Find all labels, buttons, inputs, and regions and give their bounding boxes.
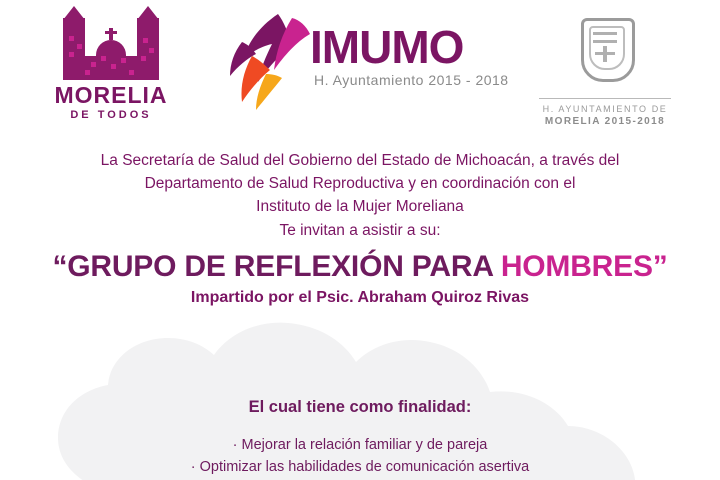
invite-line: Te invitan a asistir a su: bbox=[279, 222, 441, 239]
intro-line-2: Departamento de Salud Reproductiva y en coordinación con el bbox=[144, 174, 576, 192]
event-title bbox=[0, 250, 720, 284]
event-title-accent: HOMBRES” bbox=[500, 250, 668, 283]
logo-row bbox=[0, 0, 720, 148]
cloud-callout bbox=[40, 322, 680, 480]
ayuntamiento-logo-line2: MORELIA 2015-2018 bbox=[544, 116, 666, 127]
morelia-logo-word: MORELIA bbox=[54, 82, 168, 108]
bird-icon bbox=[222, 12, 318, 112]
morelia-logo-subtitle: DE TODOS bbox=[70, 109, 152, 121]
intro-line-1: La Secretaría de Salud del Gobierno del Estado de Michoacán, a través del bbox=[100, 152, 620, 169]
cathedral-icon bbox=[55, 12, 167, 80]
cloud-bullets bbox=[40, 434, 680, 479]
intro-paragraph bbox=[0, 150, 720, 219]
presenter-line: Impartido por el Psic. Abraham Quiroz Rivas bbox=[190, 289, 530, 306]
morelia-logo bbox=[46, 12, 176, 121]
coat-of-arms-icon bbox=[569, 12, 641, 94]
cloud-title: El cual tiene como finalidad: bbox=[248, 398, 472, 416]
imumo-logo bbox=[222, 10, 522, 120]
event-title-part1: “GRUPO DE REFLEXIÓN PARA bbox=[52, 250, 501, 283]
cloud-bullet-1: · Mejorar la relación familiar y de pareja bbox=[232, 437, 488, 453]
intro-line-3: Instituto de la Mujer Moreliana bbox=[256, 197, 464, 215]
imumo-logo-name: IMUMO bbox=[310, 21, 464, 73]
imumo-logo-subtitle: H. Ayuntamiento 2015 - 2018 bbox=[314, 72, 509, 88]
ayuntamiento-logo-line1: H. AYUNTAMIENTO DE bbox=[542, 104, 668, 114]
cloud-bullet-2: · Optimizar las habilidades de comunicación asertiva bbox=[190, 459, 530, 476]
ayuntamiento-logo bbox=[530, 12, 680, 127]
